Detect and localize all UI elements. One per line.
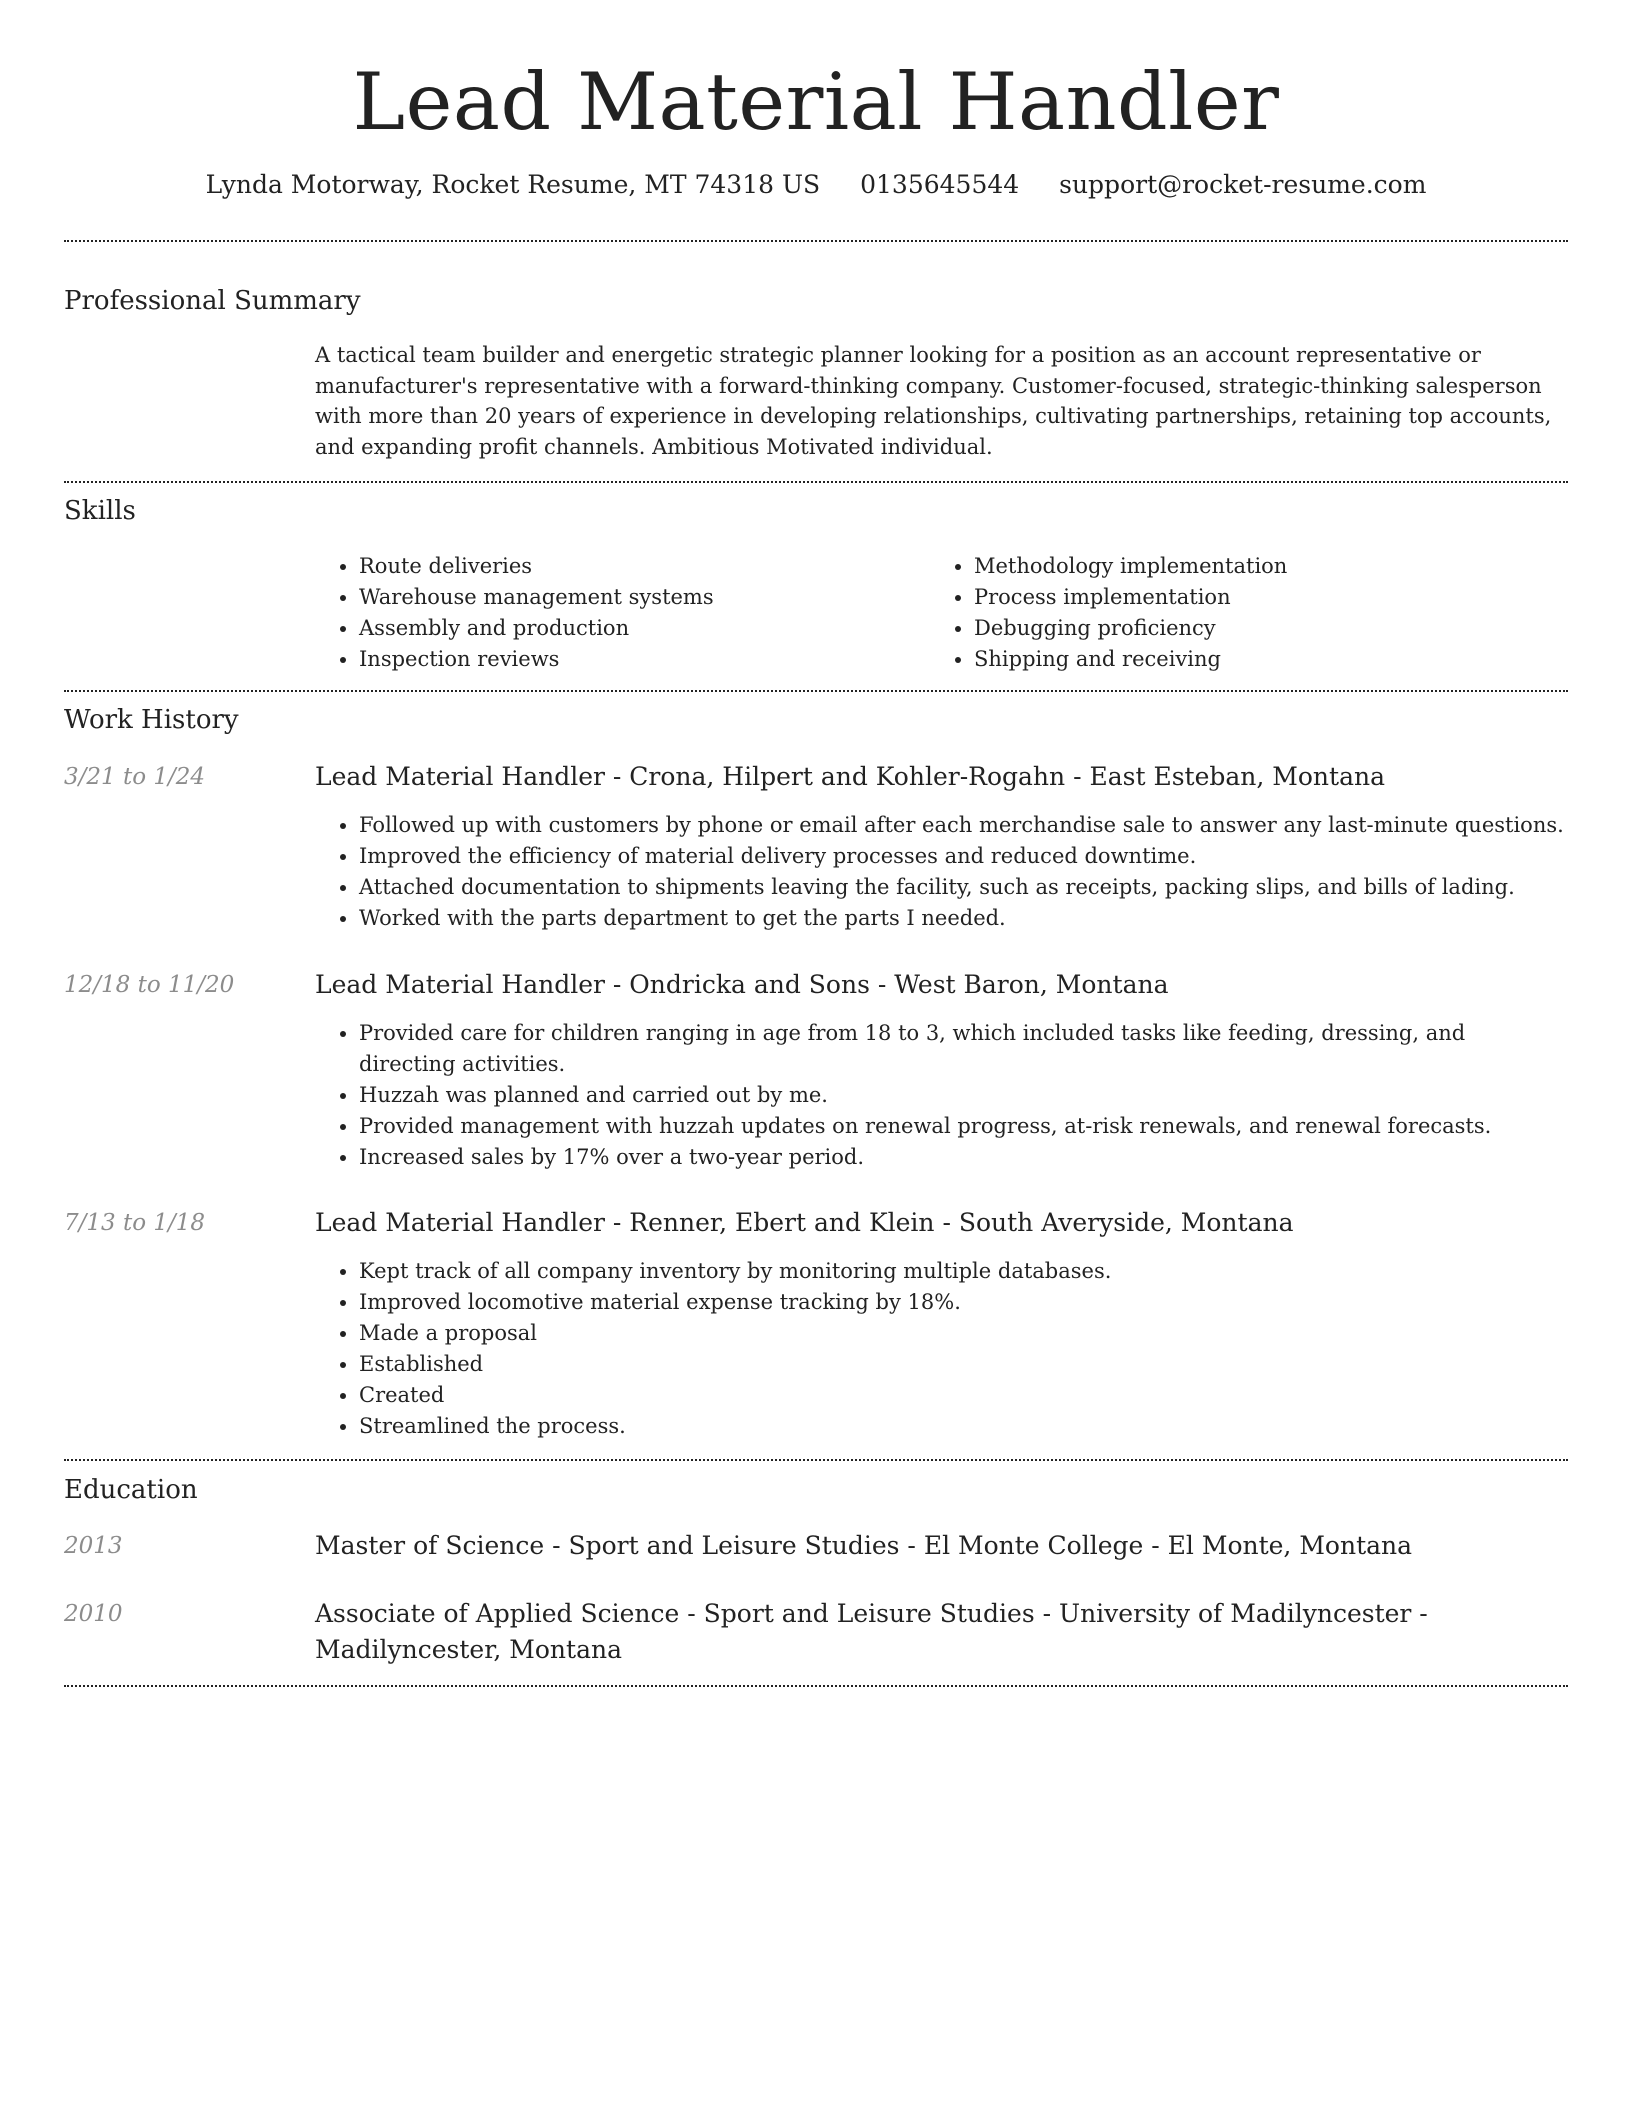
contact-phone: 0135645544 (860, 170, 1020, 199)
skill-item: • Process implementation (974, 582, 1550, 613)
contact-line (0, 168, 1632, 202)
job-title: Lead Material Handler - Ondricka and Sons - West Baron, Montana (315, 970, 1169, 999)
job-bullets (315, 810, 1565, 934)
divider (64, 690, 1568, 692)
contact-email: support@rocket-resume.com (1059, 170, 1427, 199)
work-history-heading: Work History (64, 705, 239, 735)
skill-item: • Debugging proficiency (974, 613, 1550, 644)
skill-item: • Route deliveries (359, 551, 925, 582)
skill-item: • Inspection reviews (359, 644, 925, 675)
job-bullet: • Followed up with customers by phone or email after each merchandise sale to answer any last-minute questions. (359, 810, 1565, 841)
job-dates: 3/21 to 1/24 (64, 764, 206, 790)
job-dates: 12/18 to 11/20 (64, 972, 235, 998)
job-bullet: • Improved locomotive material expense tracking by 18%. (359, 1287, 1565, 1318)
contact-address: Lynda Motorway, Rocket Resume, MT 74318 US (205, 170, 821, 199)
skills-heading: Skills (64, 496, 136, 526)
education-degree: Associate of Applied Science - Sport and Leisure Studies - University of Madilyncester - Madilyncester, Montana (315, 1599, 1428, 1664)
summary-heading: Professional Summary (64, 286, 361, 316)
education-degree: Master of Science - Sport and Leisure Studies - El Monte College - El Monte, Montana (315, 1531, 1413, 1560)
skill-item: • Assembly and production (359, 613, 925, 644)
job-bullet: • Kept track of all company inventory by monitoring multiple databases. (359, 1256, 1565, 1287)
skill-item: • Warehouse management systems (359, 582, 925, 613)
job-title: Lead Material Handler - Crona, Hilpert and Kohler-Rogahn - East Esteban, Montana (315, 762, 1385, 791)
job-bullet: • Huzzah was planned and carried out by me. (359, 1080, 1565, 1111)
summary-text: A tactical team builder and energetic strategic planner looking for a position as an account representative or manufacturer's representative with a forward-thinking company. Customer-focused, strategic-thinking salesperson with more than 20 years of experience in developing relationships, cultivating partnerships, retaining top accounts, and expanding profit channels. Ambitious Motivated individual. (315, 343, 1552, 459)
divider (64, 240, 1568, 242)
job-bullets (315, 1256, 1565, 1442)
job-bullet: • Provided care for children ranging in age from 18 to 3, which included tasks like feeding, dressing, and directing activities. (359, 1018, 1565, 1080)
job-bullet: • Established (359, 1349, 1565, 1380)
skills-column-left (315, 551, 925, 675)
job-bullet: • Worked with the parts department to get the parts I needed. (359, 903, 1565, 934)
skills-column-right (930, 551, 1550, 675)
job-bullet: • Streamlined the process. (359, 1411, 1565, 1442)
job-bullet: • Improved the efficiency of material delivery processes and reduced downtime. (359, 841, 1565, 872)
resume-title: Lead Material Handler (352, 56, 1280, 148)
job-bullet: • Attached documentation to shipments leaving the facility, such as receipts, packing slips, and bills of lading. (359, 872, 1565, 903)
education-year: 2010 (64, 1601, 123, 1627)
education-heading: Education (64, 1475, 198, 1505)
job-bullet: • Provided management with huzzah updates on renewal progress, at-risk renewals, and renewal forecasts. (359, 1111, 1565, 1142)
skill-item: • Shipping and receiving (974, 644, 1550, 675)
job-dates: 7/13 to 1/18 (64, 1210, 206, 1236)
divider (64, 1459, 1568, 1461)
divider (64, 1685, 1568, 1687)
job-bullet: • Created (359, 1380, 1565, 1411)
job-title: Lead Material Handler - Renner, Ebert and Klein - South Averyside, Montana (315, 1208, 1294, 1237)
job-bullets (315, 1018, 1565, 1173)
job-bullet: • Made a proposal (359, 1318, 1565, 1349)
skill-item: • Methodology implementation (974, 551, 1550, 582)
job-bullet: • Increased sales by 17% over a two-year period. (359, 1142, 1565, 1173)
divider (64, 481, 1568, 483)
education-year: 2013 (64, 1533, 123, 1559)
